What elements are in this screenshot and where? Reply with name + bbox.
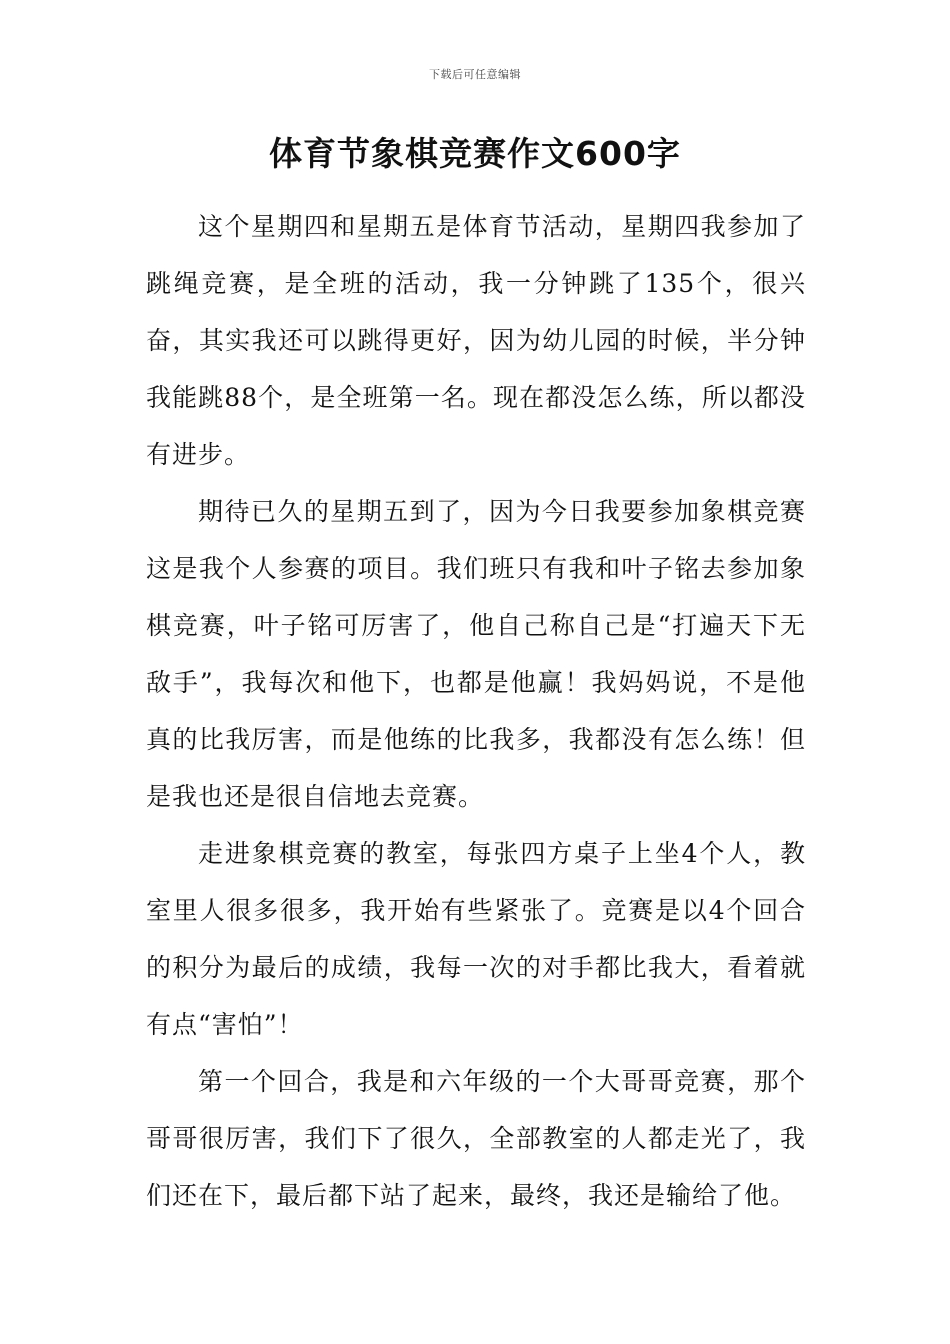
page-header: 下载后可任意编辑 [429,68,521,81]
document-body [146,198,806,1224]
paragraph-2: 期待已久的星期五到了，因为今日我要参加象棋竞赛这是我个人参赛的项目。我们班只有我和叶子铭去参加象棋竞赛，叶子铭可厉害了，他自己称自己是“打遍天下无敌手”，我每次和他下，也都是他赢！我妈妈说，不是他真的比我厉害，而是他练的比我多，我都没有怎么练！但是我也还是很自信地去竞赛。 [146,497,806,811]
paragraph-1: 这个星期四和星期五是体育节活动，星期四我参加了跳绳竞赛，是全班的活动，我一分钟跳了135个，很兴奋，其实我还可以跳得更好，因为幼儿园的时候，半分钟我能跳88个，是全班第一名。现在都没怎么练，所以都没有进步。 [146,212,806,469]
paragraph-4: 第一个回合，我是和六年级的一个大哥哥竞赛，那个哥哥很厉害，我们下了很久，全部教室的人都走光了，我们还在下，最后都下站了起来，最终，我还是输给了他。 [146,1067,806,1210]
document-title: 体育节象棋竞赛作文600字 [269,134,681,173]
paragraph-3: 走进象棋竞赛的教室，每张四方桌子上坐4个人，教室里人很多很多，我开始有些紧张了。竞赛是以4个回合的积分为最后的成绩，我每一次的对手都比我大，看着就有点“害怕”！ [146,839,806,1039]
